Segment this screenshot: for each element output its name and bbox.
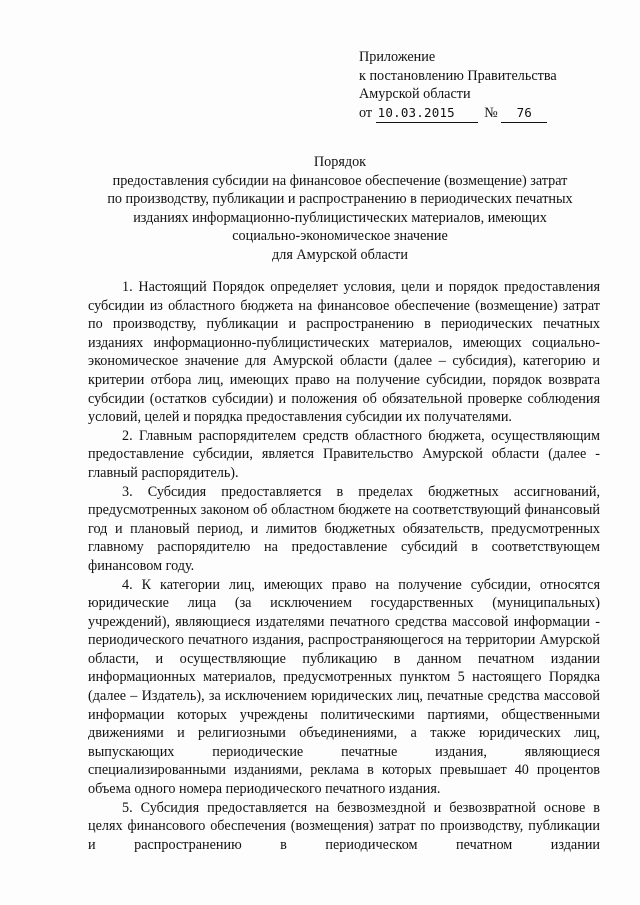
document-body <box>88 278 600 854</box>
paragraph-4: 4. К категории лиц, имеющих право на получение субсидии, относятся юридические лица (за исключением государственных (муниципальных) учреждений), являющиеся издателями печатного средства массовой информации - периодического печатного издания, распространяющегося на территории Амурской области, и осуществляющие публикацию в данном печатном издании информационных материалов, предусмотренных пунктом 5 настоящего Порядка (далее – Издатель), за исключением юридических лиц, печатные средства массовой информации которых учреждены политическими партиями, общественными движениями и религиозными объединениями, а также юридических лиц, выпускающих периодические печатные издания, являющиеся специализированными изданиями, реклама в которых превышает 40 процентов объема одного номера периодического печатного издания. <box>88 576 600 798</box>
paragraph-1: 1. Настоящий Порядок определяет условия, цели и порядок предоставления субсидии из областного бюджета на финансовое обеспечение (возмещение) затрат по производству, публикации и распространению в периодических печатных изданиях информационно-публицистических материалов, имеющих социально-экономическое значение для Амурской области (далее – субсидия), категорию и критерии отбора лиц, имеющих право на получение субсидии, порядок возврата субсидии (остатков субсидии) и положения об обязательной проверке соблюдения условий, целей и порядка предоставления субсидии их получателями. <box>88 279 600 426</box>
title-line: социально-экономическое значение <box>232 228 448 244</box>
appendix-region: Амурской области <box>359 86 471 102</box>
title-line: изданиях информационно-публицистических материалов, имеющих <box>133 209 547 226</box>
document-title <box>70 153 610 264</box>
paragraph-5: 5. Субсидия предоставляется на безвозмездной и безвозвратной основе в целях финансового обеспечения (возмещения) затрат по производству, публикации и распространению в периодическом печатном издании <box>88 799 600 853</box>
title-line: для Амурской области <box>272 246 408 263</box>
date-prefix: от <box>359 104 373 121</box>
appendix-header <box>359 48 609 123</box>
number-value: 76 <box>501 104 547 124</box>
title-heading: Порядок <box>313 154 367 170</box>
title-line: предоставления субсидии на финансовое обеспечение (возмещение) затрат <box>112 172 568 189</box>
paragraph-3: 3. Субсидия предоставляется в пределах бюджетных ассигнований, предусмотренных законом об областном бюджете на соответствующий финансовый год и плановый период, и лимитов бюджетных обязательств, предусмотренных главному распорядителю на предоставление субсидий в соответствующем финансовом году. <box>88 483 600 574</box>
appendix-title: Приложение <box>359 49 436 65</box>
appendix-date-line <box>359 104 609 124</box>
title-line: по производству, публикации и распространению в периодических печатных <box>107 191 573 207</box>
date-value: 10.03.2015 <box>376 104 478 124</box>
paragraph-2: 2. Главным распорядителем средств областного бюджета, осуществляющим предоставление субсидии, является Правительство Амурской области (далее - главный распорядитель). <box>88 427 600 481</box>
number-sign: № <box>484 104 498 121</box>
appendix-resolution: к постановлению Правительства <box>359 67 557 84</box>
